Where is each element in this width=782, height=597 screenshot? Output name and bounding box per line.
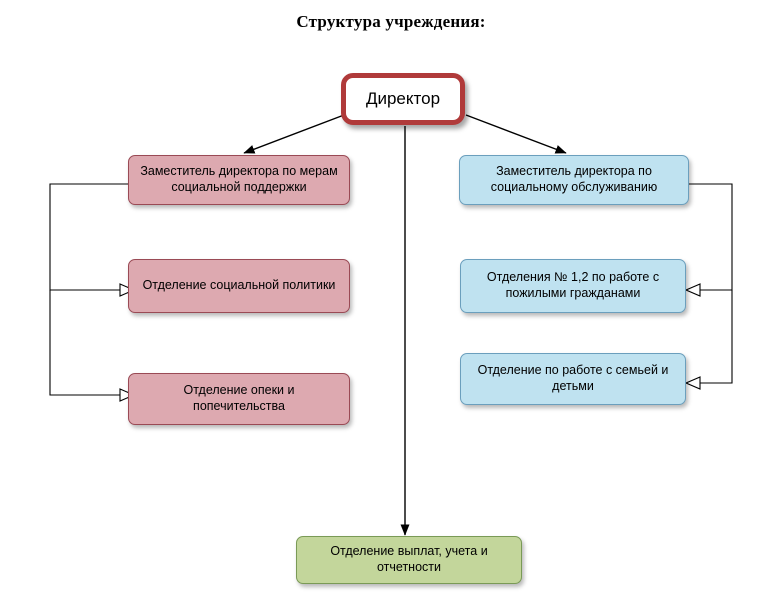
arrowhead-family-children [686,377,700,389]
node-family-children-label: Отделение по работе с семьей и детьми [477,363,669,393]
node-deputy-service[interactable] [459,155,689,205]
connector-left-bracket-lower [50,290,120,395]
node-director[interactable] [341,73,465,125]
node-guardianship-label: Отделение опеки и попечительства [183,383,295,413]
connector-left-bracket-upper [50,184,128,290]
node-social-policy-label: Отделение социальной политики [142,278,336,293]
node-elderly-label: Отделения № 1,2 по работе с пожилыми гражданами [486,270,660,300]
node-guardianship[interactable] [128,373,350,425]
node-payments-label: Отделение выплат, учета и отчетности [330,544,488,574]
node-social-policy[interactable] [128,259,350,313]
node-elderly[interactable] [460,259,686,313]
node-deputy-service-label: Заместитель директора по социальному обслуживанию [490,164,658,194]
connector-director-to-deputy-service [466,115,566,153]
connector-director-to-deputy-support [244,115,344,153]
page-title: Структура учреждения: [296,12,486,31]
node-payments[interactable] [296,536,522,584]
arrowhead-elderly [686,284,700,296]
node-family-children[interactable] [460,353,686,405]
connector-right-bracket-lower [700,290,732,383]
connector-right-bracket-upper [686,184,732,290]
node-deputy-support[interactable] [128,155,350,205]
node-director-label: Директор [365,89,441,109]
node-deputy-support-label: Заместитель директора по мерам социальной поддержки [140,164,338,194]
